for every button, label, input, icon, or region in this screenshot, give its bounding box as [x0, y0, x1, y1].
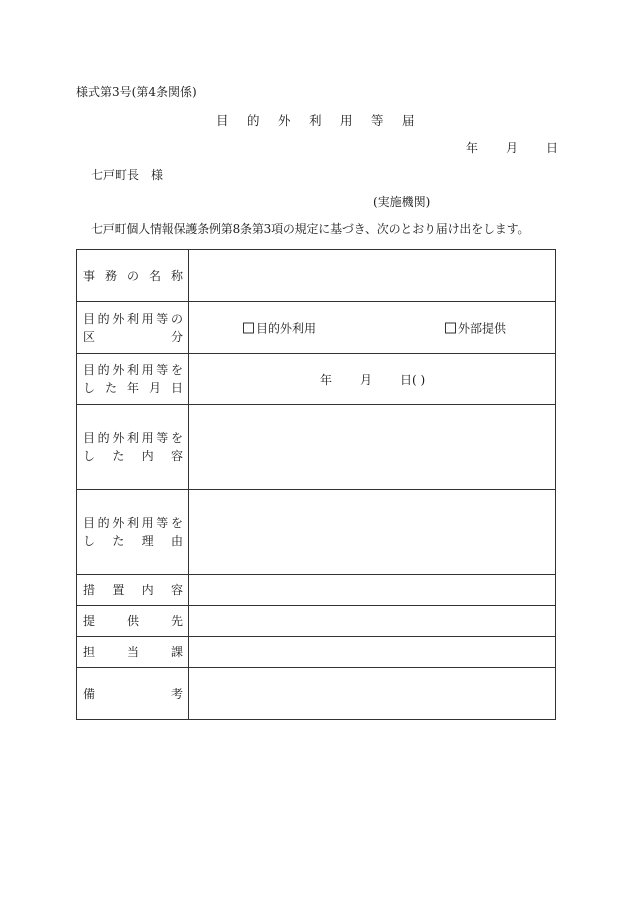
external-label: 外部提供: [458, 321, 507, 335]
purpose-checkbox[interactable]: [243, 319, 316, 336]
usage-date-field[interactable]: [189, 354, 556, 405]
table-row: [77, 575, 556, 606]
row-label: [77, 302, 189, 354]
row-label-line: 目 的 外 利 用 等 を: [83, 363, 183, 377]
checkbox-icon: [445, 322, 456, 333]
external-checkbox[interactable]: [445, 319, 506, 336]
row-label-line: 提 供 先: [83, 614, 183, 628]
row-label-line: 措 置 内 容: [83, 583, 183, 597]
row-label-line: し た 内 容: [83, 449, 183, 463]
checkbox-icon: [243, 322, 254, 333]
row-label: [77, 637, 189, 668]
row-label-line: し た 理 由: [83, 534, 183, 548]
table-row: [77, 668, 556, 720]
row-label-line: 目 的 外 利 用 等 の: [83, 311, 183, 326]
row-label: [77, 668, 189, 720]
row-label: [77, 354, 189, 405]
measures-field[interactable]: [189, 575, 556, 606]
form-table: [76, 249, 556, 720]
row-label: [77, 490, 189, 575]
usage-month: 月: [360, 372, 373, 387]
usage-day: 日( ): [400, 372, 426, 387]
row-label: [77, 606, 189, 637]
category-field: [189, 302, 556, 354]
row-label-line: 担 当 課: [83, 645, 183, 659]
department-field[interactable]: [189, 637, 556, 668]
row-label-line: 事 務 の 名 称: [83, 268, 183, 283]
table-row: [77, 606, 556, 637]
purpose-label: 目的外利用: [256, 321, 317, 335]
row-label-line: 目 的 外 利 用 等 を: [83, 516, 183, 530]
table-row: [77, 490, 556, 575]
table-row: [77, 637, 556, 668]
date-month: 月: [506, 141, 519, 155]
addressee: 七戸町長 様: [91, 168, 164, 182]
table-row: [77, 250, 556, 302]
date-year: 年: [466, 141, 479, 155]
row-label: [77, 405, 189, 490]
row-label: [77, 250, 189, 302]
remarks-field[interactable]: [189, 668, 556, 720]
intro-text: 七戸町個人情報保護条例第8条第3項の規定に基づき、次のとおり届け出をします。: [91, 222, 530, 236]
row-label-line: 目 的 外 利 用 等 を: [83, 431, 183, 445]
table-row: [77, 302, 556, 354]
date-day: 日: [546, 141, 559, 155]
document-title: 目的外利用等届: [216, 113, 434, 128]
implementing-agency: (実施機関): [373, 195, 431, 209]
office-work-name-field[interactable]: [189, 250, 556, 302]
usage-reason-field[interactable]: [189, 490, 556, 575]
row-label-line: 備 考: [83, 686, 183, 701]
row-label-line: 区 分: [83, 329, 183, 344]
recipient-field[interactable]: [189, 606, 556, 637]
usage-content-field[interactable]: [189, 405, 556, 490]
form-number: 様式第3号(第4条関係): [76, 85, 197, 99]
submission-date: [466, 142, 558, 154]
table-row: [77, 354, 556, 405]
usage-year: 年: [320, 372, 333, 387]
table-row: [77, 405, 556, 490]
row-label: [77, 575, 189, 606]
row-label-line: し た 年 月 日: [83, 381, 183, 395]
